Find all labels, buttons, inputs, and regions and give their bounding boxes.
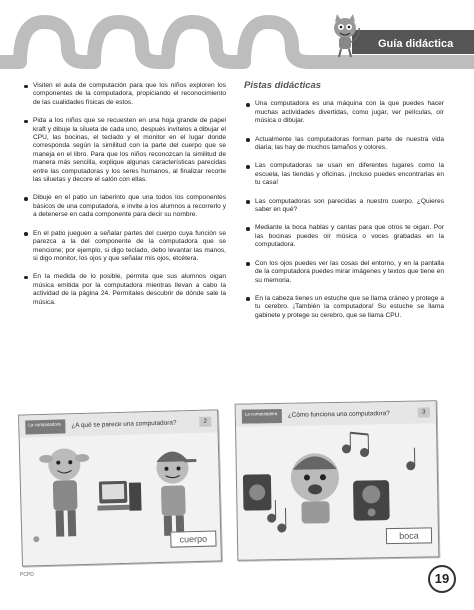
thumbnail-question: ¿A qué se parece una computadora? xyxy=(71,419,177,430)
header-wave-band xyxy=(0,0,474,70)
left-column xyxy=(22,82,226,317)
thumbnail-tag: La computadora xyxy=(242,409,282,424)
header-title: Guía didáctica xyxy=(378,38,454,50)
thumbnail-page-right xyxy=(235,400,440,561)
right-column xyxy=(244,82,444,330)
list-item: Una computadora es una máquina con la que puedes hacer muchas actividades divertidas, como jugar, ver películas, oír música o dibujar. xyxy=(244,100,444,125)
list-item: Con los ojos puedes ver las cosas del entorno, y en la pantalla de la computadora puedes mirar imágenes y textos que tiene en su memoria. xyxy=(244,260,444,285)
right-bullet-list xyxy=(244,100,444,320)
list-item: Pida a los niños que se recuesten en una hoja grande de papel kraft y dibuje la silueta de cada uno, después invítelos a dibujar el CPU, las bocinas, el teclado y el monitor en el lugar donde corresponda según la similitud con la parte del cuerpo que se maneja en el libro. Para que los niños reconozcan la similitud de manera más sencilla, explique algunas características parecidas entre las computadoras y los seres humanos, al finalizar recorte las siluetas y decore el salón con ellas. xyxy=(22,117,226,184)
list-item: En el patio jueguen a señalar partes del cuerpo cuya función se parezca a la del componente de la computadora que se mencione; por ejemplo, si digo teclado, debo levantar las manos, si digo monitor, los ojos y que señalar mis ojos, etcétera. xyxy=(22,230,226,264)
list-item: Dibuje en el patio un laberinto que una todos los componentes básicos de una computadora, e invite a los alumnos a recorrerlo y a detenerse en cada componente para decir su nombre. xyxy=(22,194,226,219)
page-number: 19 xyxy=(428,565,456,593)
thumbnail-tag: La computadora xyxy=(25,419,65,434)
list-item: En la cabeza tienes un estuche que se llama cráneo y protege a tu cerebro. ¡También la computadora! Su estuche se llama gabinete y protege su cerebro, que se llama CPU. xyxy=(244,295,444,320)
list-item: En la medida de lo posible, permita que sus alumnos oigan música emitida por la computadora mientras llevan a cabo la actividad de la página 24. Permítales descubrir de dónde sale la música. xyxy=(22,273,226,307)
thumbnail-page-left xyxy=(18,409,222,566)
list-item: Las computadoras se usan en diferentes lugares como la escuela, las tiendas y oficinas. ¡Incluso puedes encontrarlas en tu casa! xyxy=(244,162,444,187)
word-box: cuerpo xyxy=(170,530,216,547)
list-item: Mediante la boca hablas y cantas para que otros te oigan. Por las bocinas puedes oír música o voces grabadas en la computadora. xyxy=(244,224,444,249)
thumbnail-question: ¿Cómo funciona una computadora? xyxy=(287,410,390,419)
list-item: Visiten el aula de computación para que los niños exploren los componentes de la computadora, propiciando el reconocimiento de las cualidades físicas de estos. xyxy=(22,82,226,107)
list-item: Actualmente las computadoras forman parte de nuestra vida diaria; las hay de muchos tamaños y colores. xyxy=(244,136,444,153)
mascot-icon xyxy=(326,14,364,58)
word-box: boca xyxy=(386,527,432,544)
list-item: Las computadoras son parecidas a nuestro cuerpo. ¿Quieres saber en qué? xyxy=(244,198,444,215)
thumbnail-number: 3 xyxy=(418,407,430,417)
side-code: PCPD xyxy=(20,572,34,578)
thumbnail-number: 2 xyxy=(199,417,211,427)
left-bullet-list xyxy=(22,82,226,307)
section-heading: Pistas didácticas xyxy=(244,80,322,91)
